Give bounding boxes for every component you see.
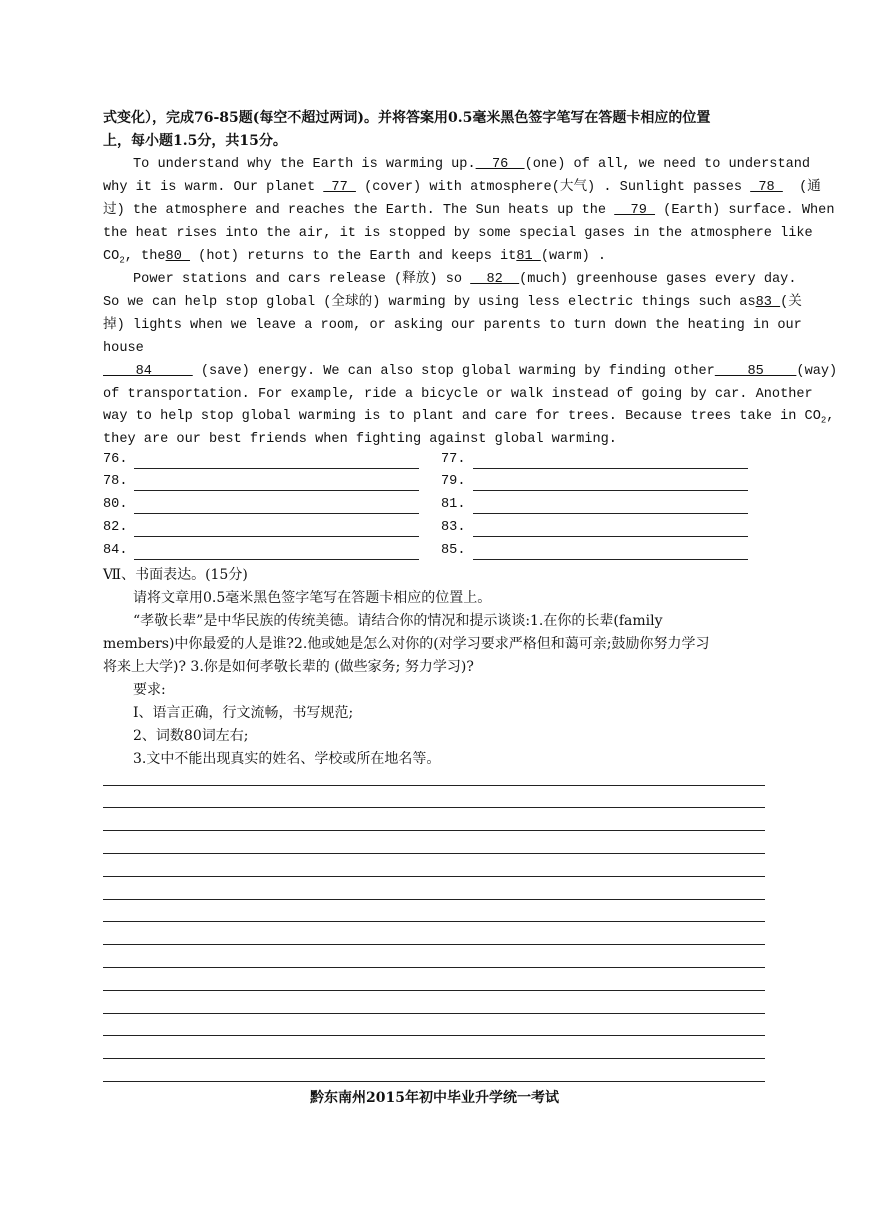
subscript: 2 xyxy=(820,415,827,426)
passage-text: way to help stop global warming is to plant and care for trees. Because trees take in CO xyxy=(103,409,821,424)
passage-text: CO xyxy=(103,249,120,264)
answer-line[interactable] xyxy=(134,536,419,537)
writing-line[interactable] xyxy=(103,876,765,877)
answer-label: 76. xyxy=(103,452,128,467)
passage-text: (关 xyxy=(780,295,802,310)
writing-line[interactable] xyxy=(103,785,765,786)
passage-text: (warm) . xyxy=(540,249,607,264)
blank-77: 77 xyxy=(323,180,356,195)
passage-text: Power stations and cars release (释放) so xyxy=(133,272,471,287)
passage-text: why it is warm. Our planet xyxy=(103,180,324,195)
passage-text: So we can help stop global (全球的) warming by using less electric things such as xyxy=(103,295,756,310)
blank-78: 78 xyxy=(750,180,783,195)
answer-label: 85. xyxy=(441,543,466,558)
passage-line: of transportation. For example, ride a bicycle or walk instead of going by car. Another xyxy=(103,387,813,402)
passage-text: (hot) returns to the Earth and keeps it xyxy=(190,249,517,264)
blank-85: 85 xyxy=(714,364,797,379)
blank-81: 81 xyxy=(516,249,541,264)
answer-line[interactable] xyxy=(134,490,419,491)
answer-label: 79. xyxy=(441,474,466,489)
blank-84: 84 xyxy=(103,364,193,379)
answer-line[interactable] xyxy=(473,490,748,491)
writing-line[interactable] xyxy=(103,830,765,831)
answer-line[interactable] xyxy=(134,468,419,469)
writing-instruction: 请将文章用0.5毫米黑色签字笔写在答题卡相应的位置上。 xyxy=(133,590,492,606)
answer-label: 78. xyxy=(103,474,128,489)
requirement-item: I、语言正确，行文流畅，书写规范; xyxy=(133,705,354,721)
passage-text: 过) the atmosphere and reaches the Earth. The Sun heats up the xyxy=(103,203,615,218)
blank-82: 82 xyxy=(470,272,520,287)
passage-text: , xyxy=(826,409,835,424)
passage-text: (way) xyxy=(796,364,838,379)
writing-line[interactable] xyxy=(103,807,765,808)
answer-label: 82. xyxy=(103,520,128,535)
writing-line[interactable] xyxy=(103,1035,765,1036)
writing-line[interactable] xyxy=(103,944,765,945)
writing-line[interactable] xyxy=(103,1013,765,1014)
passage-line xyxy=(103,199,834,222)
section-heading: Ⅶ、书面表达。(15分) xyxy=(103,567,248,583)
passage-text: (Earth) surface. When xyxy=(655,203,835,218)
passage-text: (one) of all, we need to understand xyxy=(524,157,811,172)
writing-line[interactable] xyxy=(103,899,765,900)
blank-80: 80 xyxy=(165,249,191,264)
passage-line xyxy=(103,360,837,383)
writing-line[interactable] xyxy=(103,967,765,968)
writing-line[interactable] xyxy=(103,853,765,854)
passage-line xyxy=(103,291,802,314)
passage-text: (save) energy. We can also stop global warming by finding other xyxy=(192,364,715,379)
passage-line: they are our best friends when fighting against global warming. xyxy=(103,432,617,447)
blank-79: 79 xyxy=(614,203,656,218)
blank-76: 76 xyxy=(475,157,525,172)
answer-line[interactable] xyxy=(473,559,748,560)
answer-line[interactable] xyxy=(473,513,748,514)
passage-line: the heat rises into the air, it is stopped by some special gases in the atmosphere like xyxy=(103,226,813,241)
answer-line[interactable] xyxy=(134,513,419,514)
passage-line xyxy=(133,153,810,176)
passage-text: (much) greenhouse gases every day. xyxy=(519,272,797,287)
subscript: 2 xyxy=(119,255,125,266)
passage-text: (cover) with atmosphere(大气) . Sunlight passes xyxy=(355,180,751,195)
writing-line[interactable] xyxy=(103,921,765,922)
passage-text: , the xyxy=(124,249,166,264)
passage-line: 掉) lights when we leave a room, or asking our parents to turn down the heating in our xyxy=(103,318,802,333)
answer-label: 81. xyxy=(441,497,466,512)
answer-label: 83. xyxy=(441,520,466,535)
requirements-title: 要求: xyxy=(133,682,166,698)
writing-prompt: 将来上大学)? 3.你是如何孝敬长辈的 (做些家务; 努力学习)? xyxy=(103,659,474,675)
writing-line[interactable] xyxy=(103,1058,765,1059)
answer-line[interactable] xyxy=(134,559,419,560)
passage-line xyxy=(103,176,821,199)
blank-83: 83 xyxy=(755,295,781,310)
page-footer: 黔东南州2015年初中毕业升学统一考试 xyxy=(310,1090,559,1106)
writing-prompt: “孝敬长辈”是中华民族的传统美德。请结合你的情况和提示谈谈:1.在你的长辈(family xyxy=(133,613,663,629)
passage-text: To understand why the Earth is warming up. xyxy=(133,157,476,172)
passage-text: (通 xyxy=(782,180,821,195)
writing-line[interactable] xyxy=(103,1081,765,1082)
intro-line-2: 上，每小题1.5分，共15分。 xyxy=(103,133,287,149)
requirement-item: 3.文中不能出现真实的姓名、学校或所在地名等。 xyxy=(133,751,441,767)
answer-line[interactable] xyxy=(473,468,748,469)
answer-line[interactable] xyxy=(473,536,748,537)
answer-label: 77. xyxy=(441,452,466,467)
writing-line[interactable] xyxy=(103,990,765,991)
intro-line-1: 式变化），完成76-85题(每空不超过两词)。并将答案用0.5毫米黑色签字笔写在答题卡相应的位置 xyxy=(103,110,711,126)
answer-label: 84. xyxy=(103,543,128,558)
requirement-item: 2、词数80词左右; xyxy=(133,728,249,744)
answer-label: 80. xyxy=(103,497,128,512)
writing-prompt: members)中你最爱的人是谁?2.他或她是怎么对你的(对学习要求严格但和蔼可亲;鼓励你努力学习 xyxy=(103,636,710,652)
passage-line: house xyxy=(103,341,144,356)
passage-line xyxy=(133,268,797,291)
